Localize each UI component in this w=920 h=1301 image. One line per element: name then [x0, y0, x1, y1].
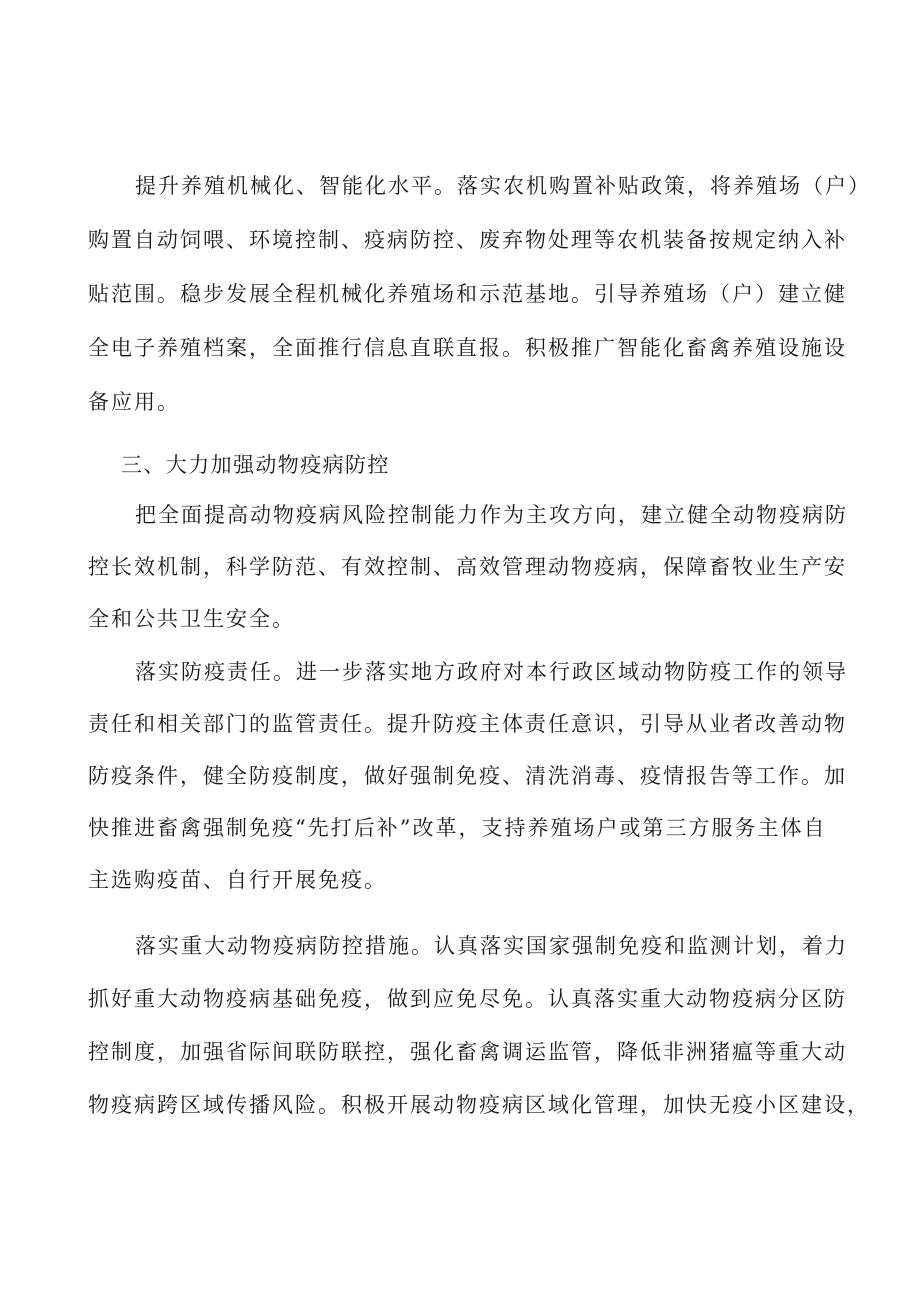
- paragraph-4-line-4: 物疫病跨区域传播风险。积极开展动物疫病区域化管理，加快无疫小区建设，: [88, 1093, 870, 1117]
- paragraph-3-line-1: 落实防疫责任。进一步落实地方政府对本行政区域动物防疫工作的领导: [135, 660, 848, 684]
- paragraph-2-line-3: 全和公共卫生安全。: [88, 607, 295, 631]
- paragraph-1-line-5: 备应用。: [88, 390, 180, 414]
- paragraph-3-line-2: 责任和相关部门的监管责任。提升防疫主体责任意识，引导从业者改善动物: [88, 712, 847, 736]
- paragraph-1-line-2: 购置自动饲喂、环境控制、疫病防控、废弃物处理等农机装备按规定纳入补: [88, 228, 847, 252]
- paragraph-3-line-3: 防疫条件，健全防疫制度，做好强制免疫、清洗消毒、疫情报告等工作。加: [88, 764, 847, 788]
- paragraph-2-line-2: 控长效机制，科学防范、有效控制、高效管理动物疫病，保障畜牧业生产安: [88, 555, 847, 579]
- section-heading: 三、大力加强动物疫病防控: [121, 453, 390, 477]
- paragraph-3-line-5: 主选购疫苗、自行开展免疫。: [88, 868, 387, 892]
- paragraph-4-line-2: 抓好重大动物疫病基础免疫，做到应免尽免。认真落实重大动物疫病分区防: [88, 987, 847, 1011]
- paragraph-3-line-4: 快推进畜禽强制免疫“先打后补”改革，支持养殖场户或第三方服务主体自: [88, 816, 827, 840]
- paragraph-1-line-3: 贴范围。稳步发展全程机械化养殖场和示范基地。引导养殖场（户）建立健: [88, 282, 847, 306]
- paragraph-4-line-1: 落实重大动物疫病防控措施。认真落实国家强制免疫和监测计划，着力: [135, 934, 848, 958]
- paragraph-1-line-4: 全电子养殖档案，全面推行信息直联直报。积极推广智能化畜禽养殖设施设: [88, 336, 847, 360]
- paragraph-2-line-1: 把全面提高动物疫病风险控制能力作为主攻方向，建立健全动物疫病防: [135, 503, 848, 527]
- paragraph-1-line-1: 提升养殖机械化、智能化水平。落实农机购置补贴政策，将养殖场（户）: [135, 174, 871, 198]
- paragraph-4-line-3: 控制度，加强省际间联防联控，强化畜禽调运监管，降低非洲猪瘟等重大动: [88, 1040, 847, 1064]
